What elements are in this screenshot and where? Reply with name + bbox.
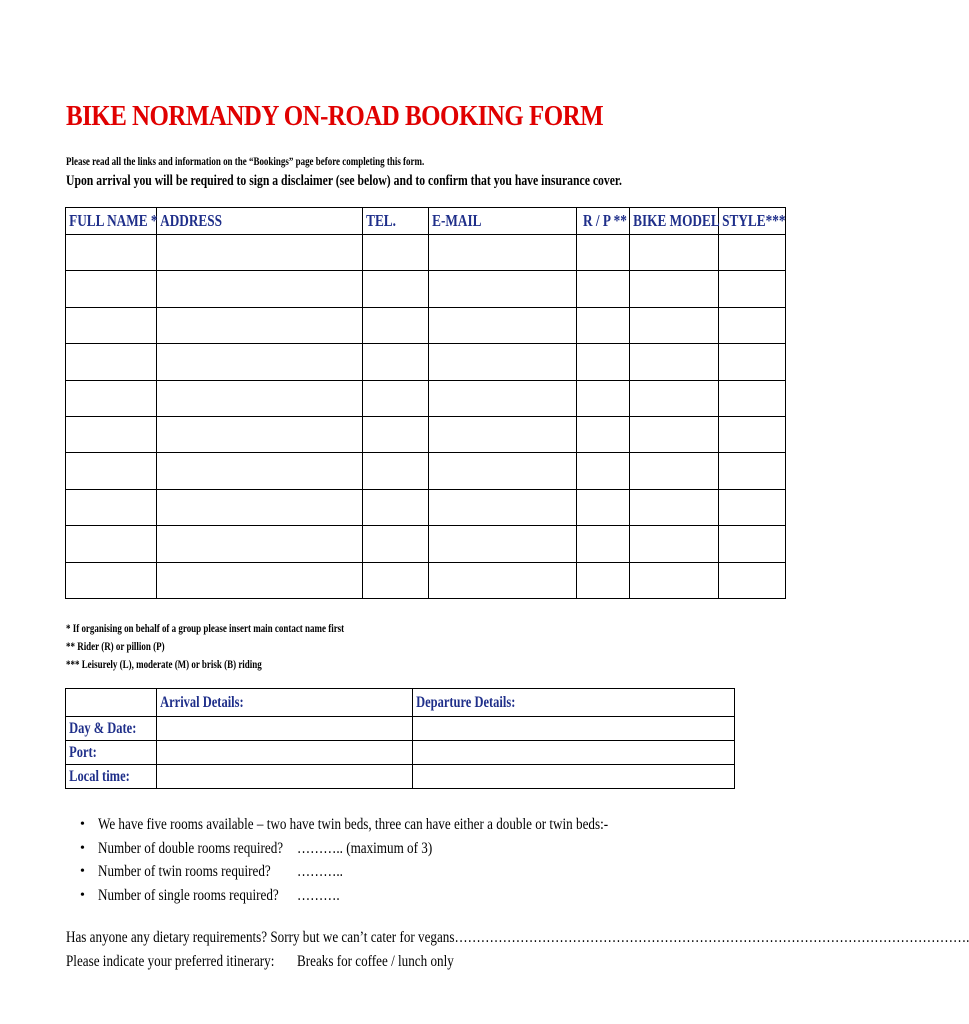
bullet-icon: • [80,887,85,903]
style-cell[interactable] [719,562,786,598]
tel-cell[interactable] [363,307,429,343]
booking-table [65,207,786,599]
full-name-cell[interactable] [66,235,157,271]
email-cell[interactable] [429,344,577,380]
style-cell[interactable] [719,235,786,271]
header-bike-model: BIKE MODEL [630,208,719,235]
itinerary-value[interactable]: Breaks for coffee / lunch only [297,953,454,970]
bike-model-cell[interactable] [630,453,719,489]
footnotes [66,620,423,674]
travel-header-row [66,689,735,717]
rider-pillion-cell[interactable] [577,235,630,271]
single-rooms-label: Number of single rooms required? [98,886,279,904]
footnote-rider: ** Rider (R) or pillion (P) [66,641,165,653]
rider-pillion-cell[interactable] [577,271,630,307]
bullet-icon: • [80,840,85,856]
email-cell[interactable] [429,453,577,489]
full-name-cell[interactable] [66,307,157,343]
arrival-details-header: Arrival Details: [157,689,413,717]
rider-pillion-cell[interactable] [577,416,630,452]
travel-details-table [65,688,735,789]
local-time-label: Local time: [66,765,157,789]
style-cell[interactable] [719,489,786,525]
booking-row [66,453,786,489]
rider-pillion-cell[interactable] [577,526,630,562]
rider-pillion-cell[interactable] [577,380,630,416]
arrival-disclaimer-note: Upon arrival you will be required to sign a disclaimer (see below) and to confirm that you have insurance cover. [66,173,622,189]
header-rider-pillion: R / P ** [577,208,630,235]
style-cell[interactable] [719,271,786,307]
booking-header-row [66,208,786,235]
full-name-cell[interactable] [66,380,157,416]
header-style: STYLE*** [719,208,786,235]
bike-model-cell[interactable] [630,307,719,343]
travel-corner-cell [66,689,157,717]
tel-cell[interactable] [363,344,429,380]
booking-row [66,526,786,562]
booking-row [66,235,786,271]
day-date-label: Day & Date: [66,717,157,741]
address-cell[interactable] [157,307,363,343]
full-name-cell[interactable] [66,489,157,525]
bike-model-cell[interactable] [630,489,719,525]
booking-row [66,307,786,343]
style-cell[interactable] [719,344,786,380]
twin-rooms-field[interactable]: ……….. [297,863,343,880]
double-rooms-field[interactable]: ……….. (maximum of 3) [297,839,433,857]
email-cell[interactable] [429,416,577,452]
port-label: Port: [66,741,157,765]
address-cell[interactable] [157,235,363,271]
tel-cell[interactable] [363,380,429,416]
tel-cell[interactable] [363,416,429,452]
address-cell[interactable] [157,489,363,525]
tel-cell[interactable] [363,235,429,271]
address-cell[interactable] [157,526,363,562]
read-bookings-note: Please read all the links and information on the “Bookings” page before completing this form. [66,156,425,168]
bullet-icon: • [80,864,85,879]
address-cell[interactable] [157,562,363,598]
header-tel: TEL. [363,208,429,235]
bike-model-cell[interactable] [630,344,719,380]
bike-model-cell[interactable] [630,416,719,452]
style-cell[interactable] [719,416,786,452]
bike-model-cell[interactable] [630,271,719,307]
booking-row [66,380,786,416]
booking-row [66,416,786,452]
single-rooms-field[interactable]: ………. [297,886,340,904]
arrival-local-time-field[interactable] [157,765,413,789]
address-cell[interactable] [157,453,363,489]
address-cell[interactable] [157,416,363,452]
booking-row [66,562,786,598]
departure-details-header: Departure Details: [413,689,735,717]
travel-row-day-date [66,717,735,741]
tel-cell[interactable] [363,562,429,598]
header-address: ADDRESS [157,208,363,235]
booking-row [66,489,786,525]
twin-rooms-label: Number of twin rooms required? [98,863,271,880]
footnote-group: * If organising on behalf of a group please insert main contact name first [66,623,345,635]
bike-model-cell[interactable] [630,235,719,271]
booking-row [66,271,786,307]
email-cell[interactable] [429,526,577,562]
email-cell[interactable] [429,235,577,271]
full-name-cell[interactable] [66,416,157,452]
bike-model-cell[interactable] [630,562,719,598]
rooms-intro-text: We have five rooms available – two have twin beds, three can have either a double or twin beds:- [98,816,609,833]
itinerary-label: Please indicate your preferred itinerary: [66,953,275,970]
full-name-cell[interactable] [66,453,157,489]
travel-row-local-time [66,765,735,789]
departure-day-date-field[interactable] [413,717,735,741]
footnote-style: *** Leisurely (L), moderate (M) or brisk (B) riding [66,659,262,671]
style-cell[interactable] [719,526,786,562]
arrival-port-field[interactable] [157,741,413,765]
bullet-icon: • [80,817,85,832]
address-cell[interactable] [157,380,363,416]
address-cell[interactable] [157,271,363,307]
style-cell[interactable] [719,380,786,416]
email-cell[interactable] [429,271,577,307]
departure-local-time-field[interactable] [413,765,735,789]
rider-pillion-cell[interactable] [577,344,630,380]
bike-model-cell[interactable] [630,380,719,416]
arrival-day-date-field[interactable] [157,717,413,741]
departure-port-field[interactable] [413,741,735,765]
style-cell[interactable] [719,307,786,343]
rider-pillion-cell[interactable] [577,453,630,489]
style-cell[interactable] [719,453,786,489]
tel-cell[interactable] [363,489,429,525]
double-rooms-label: Number of double rooms required? [98,839,284,857]
full-name-cell[interactable] [66,562,157,598]
rider-pillion-cell[interactable] [577,307,630,343]
full-name-cell[interactable] [66,271,157,307]
email-cell[interactable] [429,489,577,525]
email-cell[interactable] [429,307,577,343]
address-cell[interactable] [157,344,363,380]
header-full-name: FULL NAME * [66,208,157,235]
tel-cell[interactable] [363,526,429,562]
tel-cell[interactable] [363,271,429,307]
booking-row [66,344,786,380]
full-name-cell[interactable] [66,526,157,562]
header-email: E-MAIL [429,208,577,235]
rider-pillion-cell[interactable] [577,489,630,525]
full-name-cell[interactable] [66,344,157,380]
email-cell[interactable] [429,562,577,598]
bike-model-cell[interactable] [630,526,719,562]
travel-row-port [66,741,735,765]
form-title: BIKE NORMANDY ON-ROAD BOOKING FORM [66,100,604,132]
tel-cell[interactable] [363,453,429,489]
email-cell[interactable] [429,380,577,416]
rider-pillion-cell[interactable] [577,562,630,598]
dietary-question[interactable]: Has anyone any dietary requirements? Sorry but we can’t cater for vegans………………………………………………………………………………………………………. [66,929,969,946]
